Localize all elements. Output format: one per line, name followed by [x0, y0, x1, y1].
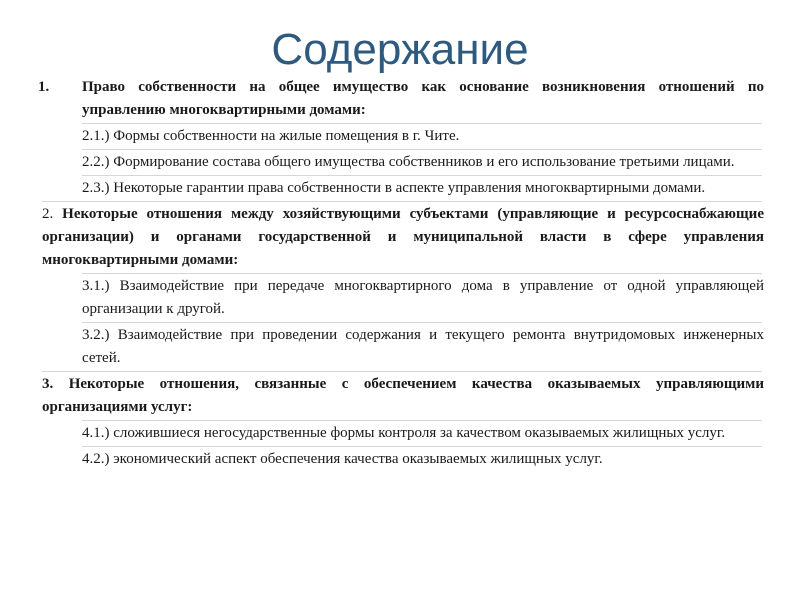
section-1-heading: Право собственности на общее имущество как основание возникновения отношений по управлению многоквартирными домами:	[82, 79, 764, 118]
list-item: 2.2.) Формирование состава общего имущества собственников и его использование третьими лицами.	[82, 154, 735, 170]
page-title: Содержание	[271, 25, 529, 74]
list-item: 4.2.) экономический аспект обеспечения качества оказываемых жилищных услуг.	[82, 451, 603, 467]
section-1	[38, 76, 764, 122]
divider	[82, 322, 762, 323]
divider	[82, 446, 762, 447]
section-3-number: 3.	[42, 376, 54, 392]
section-2-heading: Некоторые отношения между хозяйствующими субъектами (управляющие и ресурсоснабжающие организации) и органами государственной и муниципальной власти в сфере управления многоквартирными домами:	[42, 206, 764, 268]
divider	[82, 149, 762, 150]
list-item: 2.1.) Формы собственности на жилые помещения в г. Чите.	[82, 128, 460, 144]
contents-list	[0, 76, 800, 471]
section-2-number: 2.	[42, 206, 54, 222]
list-item: 3.1.) Взаимодействие при передаче многоквартирного дома в управление от одной управляющей организации к другой.	[82, 278, 764, 317]
divider	[82, 273, 762, 274]
divider	[82, 420, 762, 421]
section-1-number: 1.	[38, 79, 50, 95]
list-item: 2.3.) Некоторые гарантии права собственности в аспекте управления многоквартирными домами.	[82, 180, 706, 196]
divider	[42, 371, 762, 372]
divider	[82, 123, 762, 124]
list-item: 3.2.) Взаимодействие при проведении содержания и текущего ремонта внутридомовых инженерных сетей.	[82, 327, 764, 366]
section-2	[42, 203, 764, 272]
list-item: 4.1.) сложившиеся негосударственные формы контроля за качеством оказываемых жилищных услуг.	[82, 425, 726, 441]
section-3	[42, 373, 764, 419]
divider	[82, 175, 762, 176]
section-3-heading: Некоторые отношения, связанные с обеспечением качества оказываемых управляющими организациями услуг:	[42, 376, 765, 415]
divider	[42, 201, 762, 202]
